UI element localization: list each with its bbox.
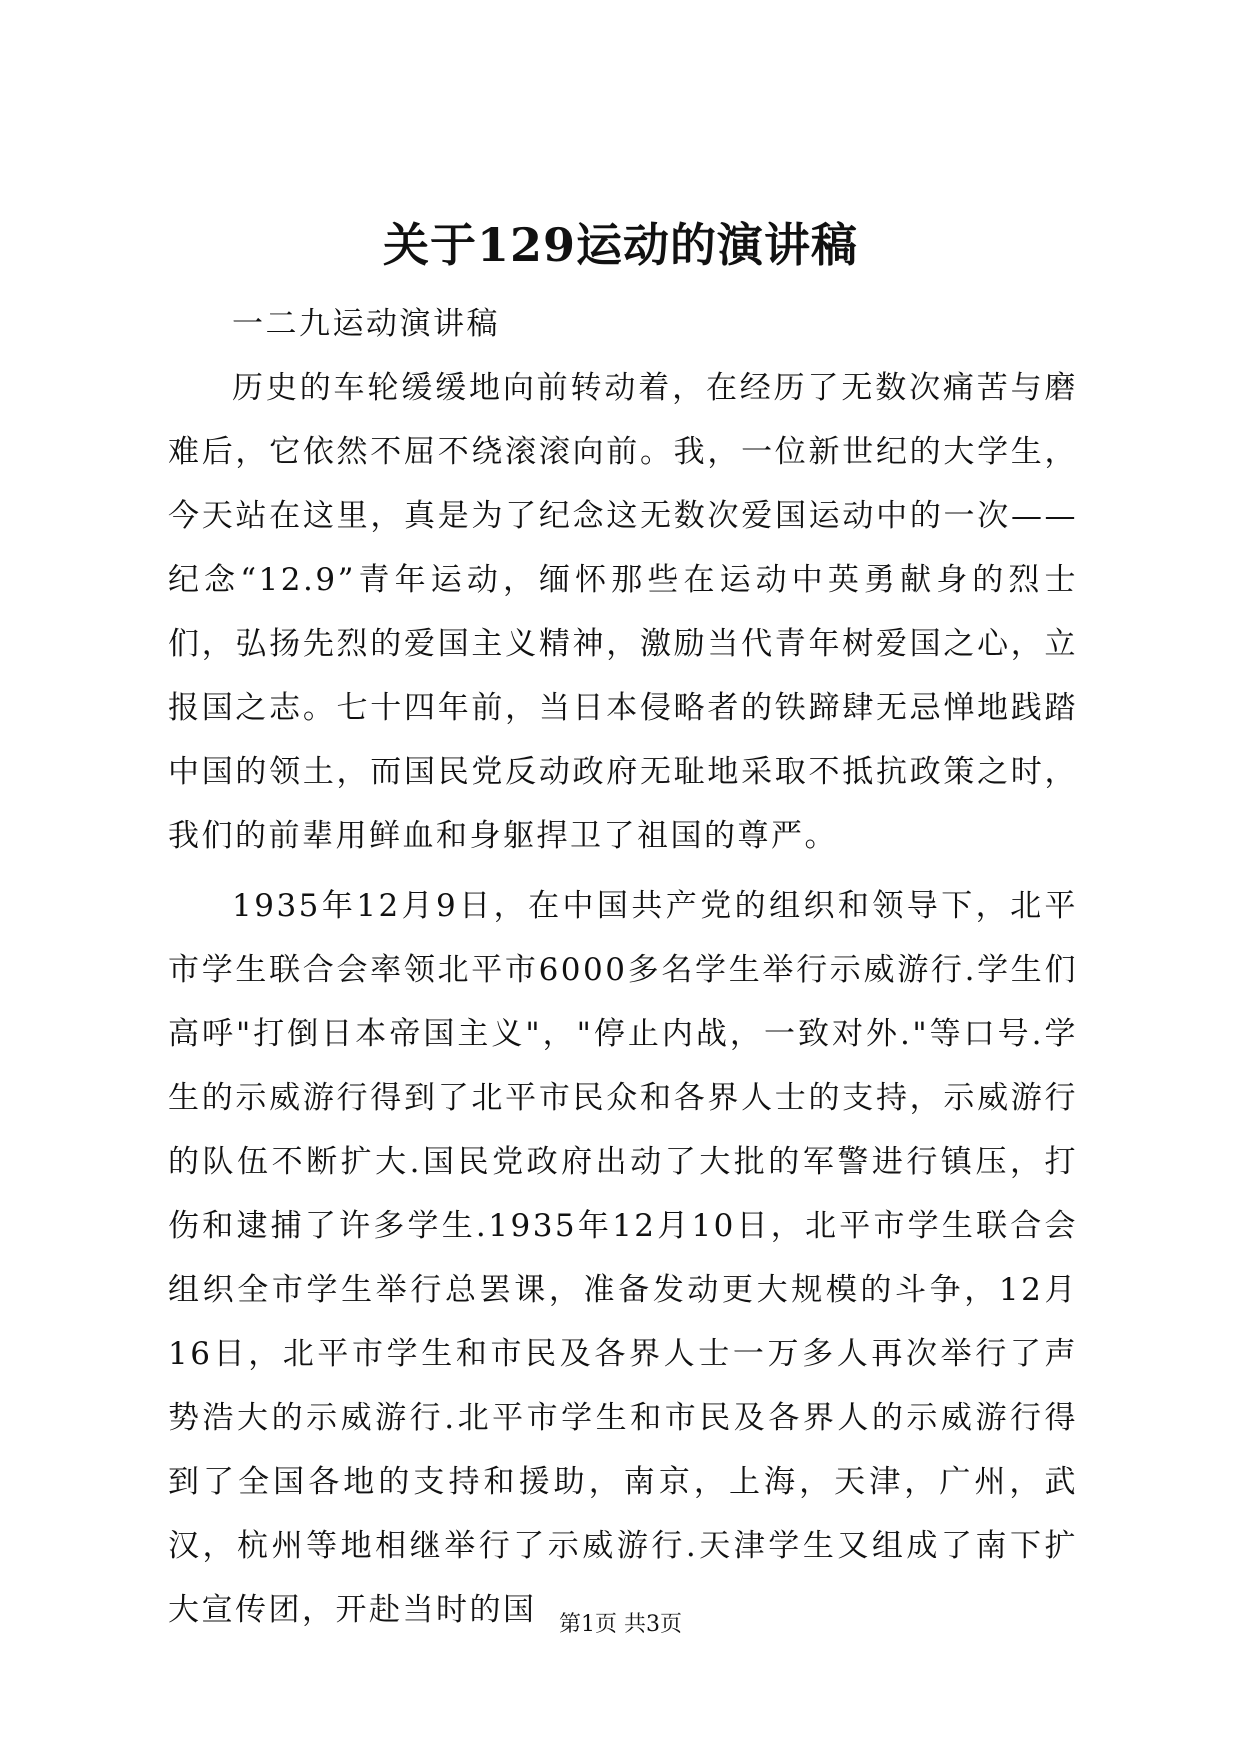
subtitle-paragraph: 一二九运动演讲稿 [232,306,500,342]
body-paragraph: 历史的车轮缓缓地向前转动着，在经历了无数次痛苦与磨难后，它依然不屈不绕滚滚向前。我，一位新世纪的大学生，今天站在这里，真是为了纪念这无数次爱国运动中的一次——纪念“12.9”青年运动，缅怀那些在运动中英勇献身的烈士们，弘扬先烈的爱国主义精神，激励当代青年树爱国之心，立报国之志。七十四年前，当日本侵略者的铁蹄肆无忌惮地践踏中国的领土，而国民党反动政府无耻地采取不抵抗政策之时，我们的前辈用鲜血和身躯捍卫了祖国的尊严。 [168,370,1078,854]
document-body [168,292,1078,1642]
document-title: 关于129运动的演讲稿 [382,218,859,272]
page-footer: 第1页 共3页 [559,1612,682,1637]
body-paragraph: 1935年12月9日，在中国共产党的组织和领导下，北平市学生联合会率领北平市6000多名学生举行示威游行.学生们高呼"打倒日本帝国主义"，"停止内战，一致对外."等口号.学生的示威游行得到了北平市民众和各界人士的支持，示威游行的队伍不断扩大.国民党政府出动了大批的军警进行镇压，打伤和逮捕了许多学生.1935年12月10日，北平市学生联合会组织全市学生举行总罢课，准备发动更大规模的斗争，12月16日，北平市学生和市民及各界人士一万多人再次举行了声势浩大的示威游行.北平市学生和市民及各界人的示威游行得到了全国各地的支持和援助，南京，上海，天津，广州，武汉，杭州等地相继举行了示威游行.天津学生又组成了南下扩大宣传团，开赴当时的国 [168,888,1078,1628]
